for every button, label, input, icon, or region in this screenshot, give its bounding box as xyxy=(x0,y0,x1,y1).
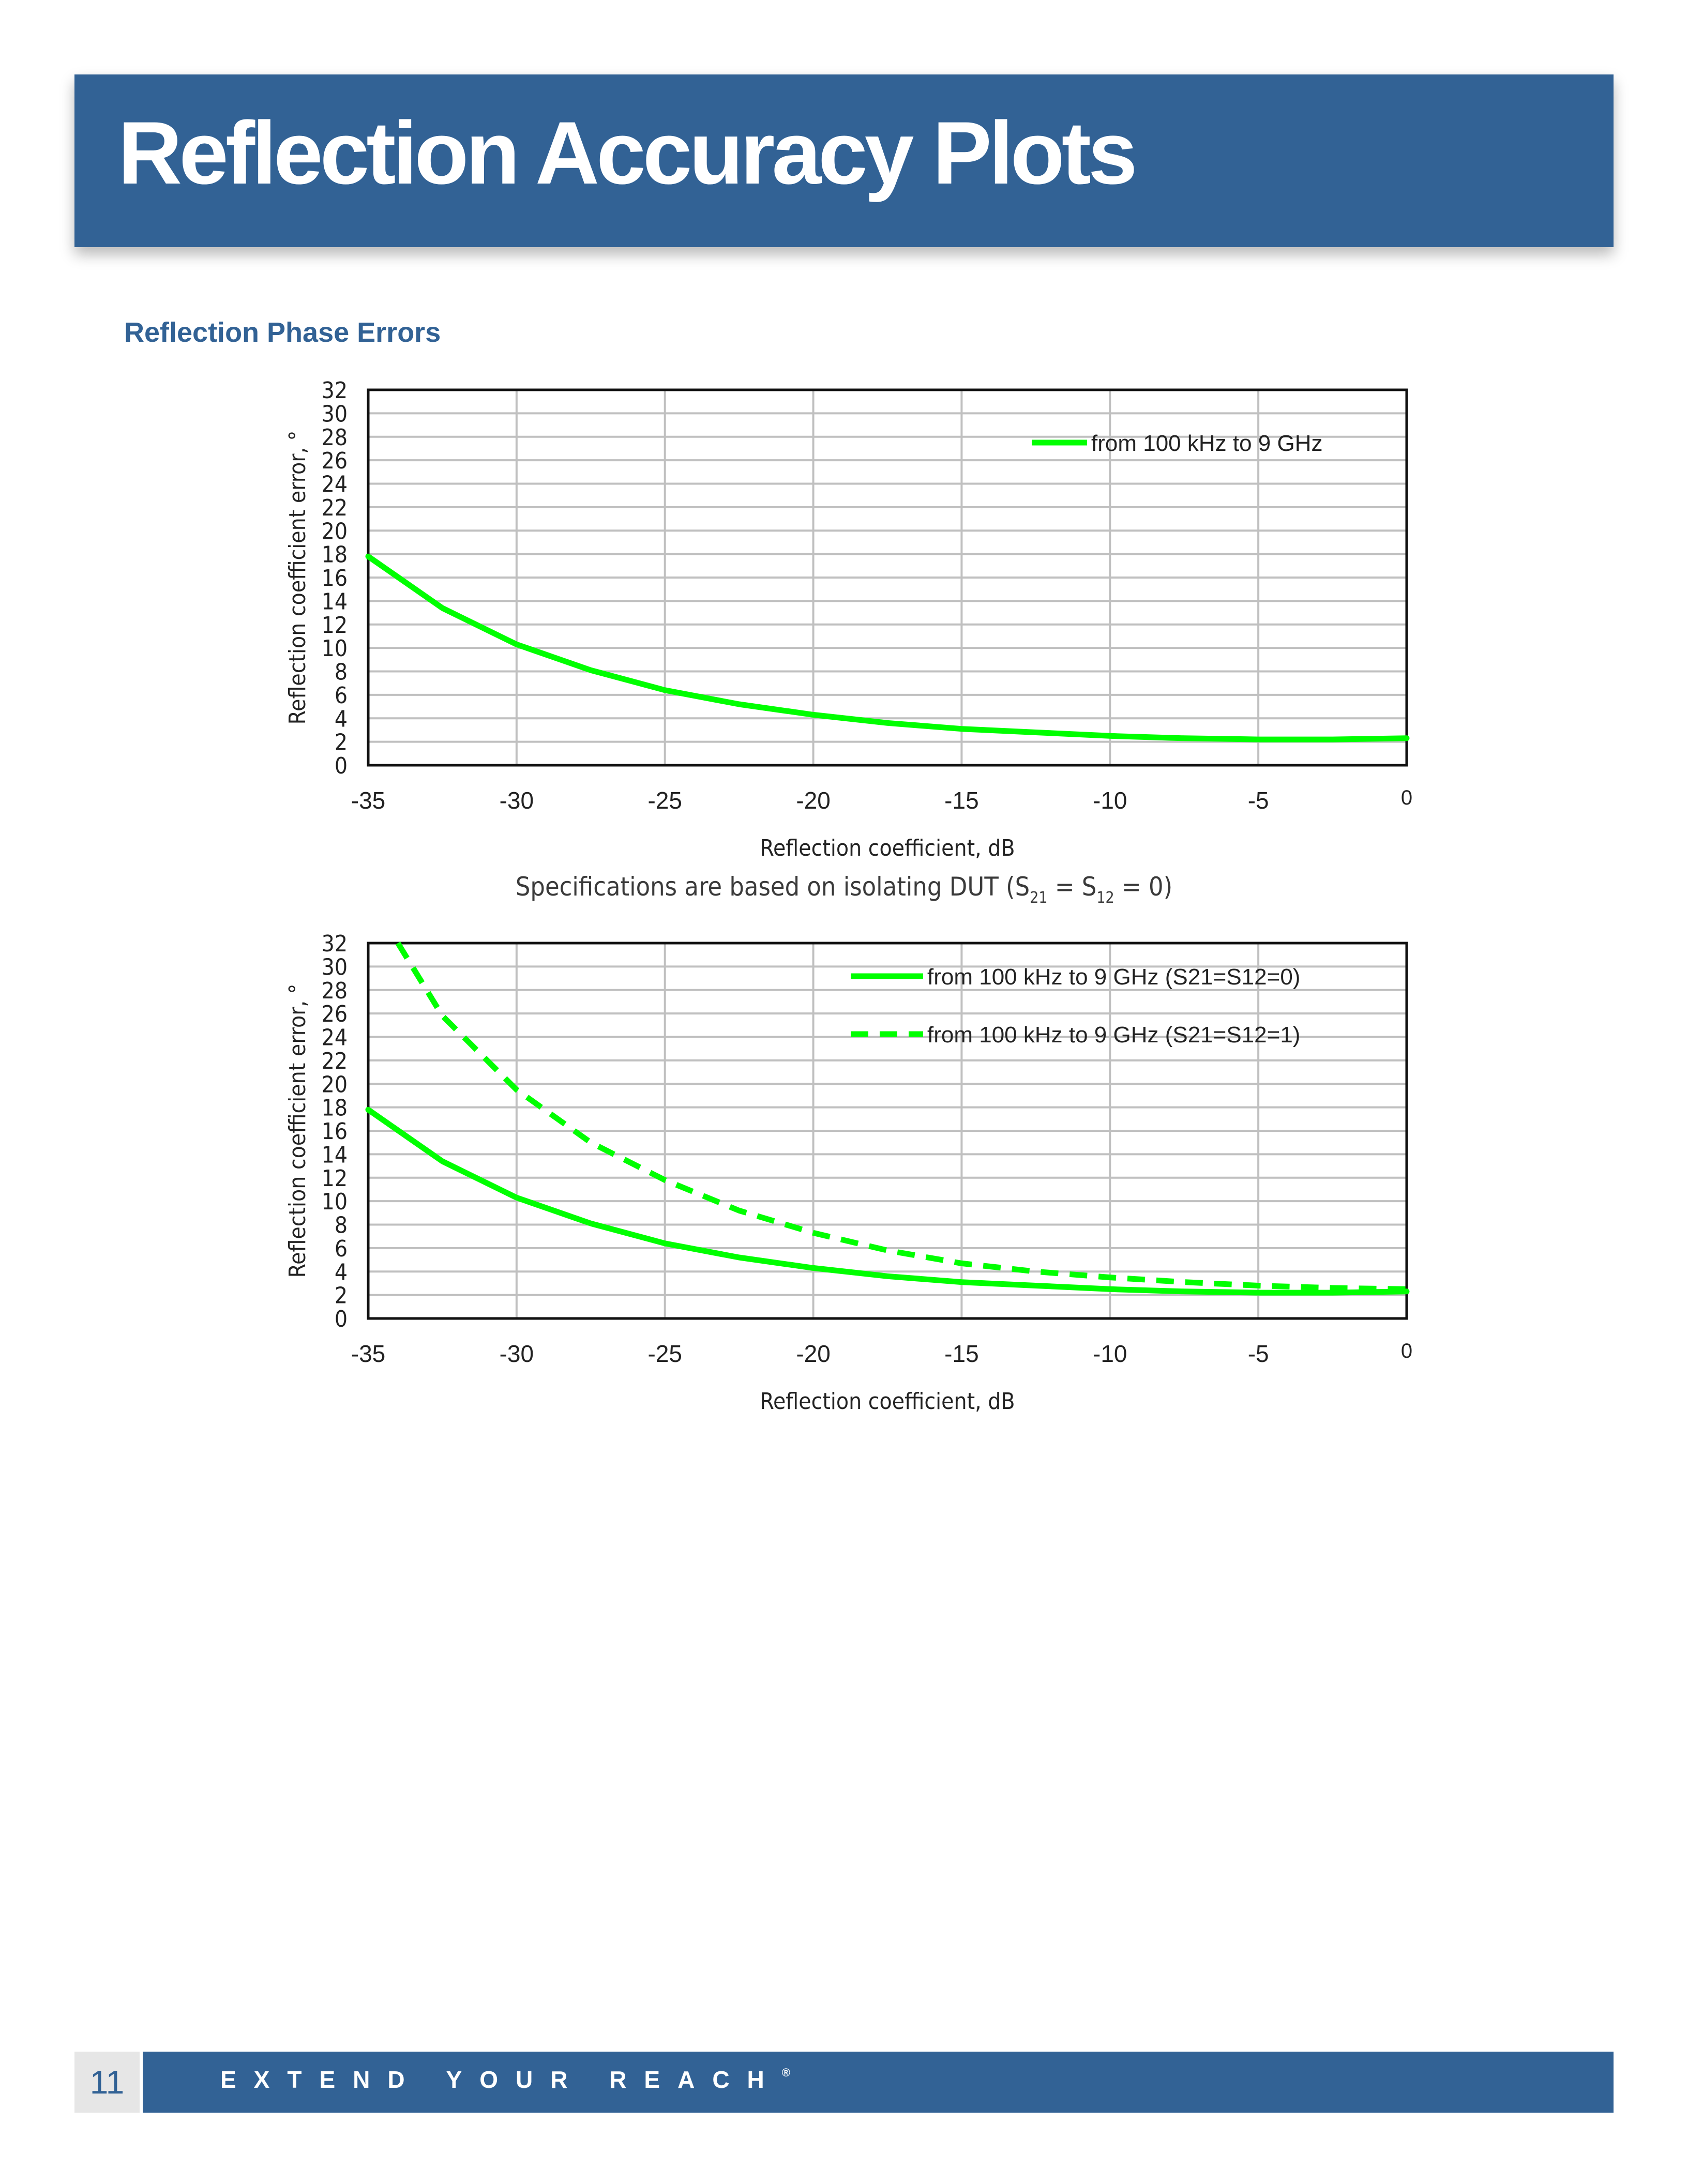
note-subscript-21: 21 xyxy=(1030,889,1048,907)
y-tick-label: 24 xyxy=(321,1024,348,1051)
y-tick-label: 16 xyxy=(321,565,348,592)
y-tick-label: 22 xyxy=(321,1048,348,1074)
y-tick-label: 26 xyxy=(321,448,348,475)
x-tick-label: 0 xyxy=(1400,1340,1413,1362)
x-tick-label: -5 xyxy=(1247,1340,1269,1367)
legend-label: from 100 kHz to 9 GHz xyxy=(1091,431,1323,456)
y-tick-label: 22 xyxy=(321,494,348,521)
x-tick-label: -30 xyxy=(499,1340,534,1367)
x-tick-label: 0 xyxy=(1400,786,1413,809)
x-tick-label: -20 xyxy=(796,1340,831,1367)
x-tick-label: -35 xyxy=(351,787,386,814)
y-tick-label: 6 xyxy=(334,682,348,709)
phase-error-chart-2 xyxy=(0,915,1688,1484)
x-tick-label: -15 xyxy=(944,787,979,814)
x-tick-label: -25 xyxy=(647,1340,682,1367)
y-axis-title: Reflection coefficient error, ° xyxy=(284,430,311,725)
y-tick-label: 18 xyxy=(321,541,348,568)
specification-note xyxy=(0,874,1688,906)
y-tick-label: 28 xyxy=(321,977,348,1004)
series-line xyxy=(398,943,1407,1289)
x-tick-label: -35 xyxy=(351,1340,386,1367)
y-tick-label: 4 xyxy=(334,706,348,733)
y-tick-label: 14 xyxy=(321,588,348,615)
x-tick-label: -30 xyxy=(499,787,534,814)
y-tick-label: 8 xyxy=(334,659,348,686)
x-axis-title: Reflection coefficient, dB xyxy=(760,1388,1015,1415)
x-tick-label: -5 xyxy=(1247,787,1269,814)
y-tick-label: 8 xyxy=(334,1212,348,1239)
phase-error-chart-1 xyxy=(0,362,1688,931)
y-tick-label: 18 xyxy=(321,1095,348,1121)
y-tick-label: 12 xyxy=(321,612,348,639)
footer-bar xyxy=(143,2052,1614,2113)
y-tick-label: 26 xyxy=(321,1001,348,1028)
y-tick-label: 12 xyxy=(321,1165,348,1192)
y-tick-label: 30 xyxy=(321,401,348,428)
y-tick-label: 32 xyxy=(321,931,348,957)
page-title: Reflection Accuracy Plots xyxy=(118,103,1135,203)
x-tick-label: -20 xyxy=(796,787,831,814)
registered-mark: ® xyxy=(781,2066,790,2079)
y-tick-label: 6 xyxy=(334,1235,348,1262)
y-tick-label: 4 xyxy=(334,1259,348,1286)
y-tick-label: 16 xyxy=(321,1118,348,1145)
footer-tagline-text: EXTEND YOUR REACH xyxy=(220,2066,782,2093)
note-subscript-12: 12 xyxy=(1096,889,1114,907)
y-tick-label: 24 xyxy=(321,471,348,498)
note-suffix: = 0) xyxy=(1114,872,1173,902)
page-number: 11 xyxy=(74,2052,140,2113)
x-tick-label: -10 xyxy=(1093,1340,1127,1367)
y-tick-label: 20 xyxy=(321,518,348,545)
y-tick-label: 28 xyxy=(321,424,348,451)
y-tick-label: 2 xyxy=(334,1282,348,1309)
x-axis-title: Reflection coefficient, dB xyxy=(760,835,1015,861)
note-middle: = S xyxy=(1047,872,1097,902)
x-tick-label: -25 xyxy=(647,787,682,814)
y-tick-label: 10 xyxy=(321,1189,348,1216)
y-tick-label: 30 xyxy=(321,954,348,981)
section-title: Reflection Phase Errors xyxy=(124,317,441,348)
legend-label: from 100 kHz to 9 GHz (S21=S12=0) xyxy=(927,964,1301,990)
y-tick-label: 14 xyxy=(321,1142,348,1169)
legend-label: from 100 kHz to 9 GHz (S21=S12=1) xyxy=(927,1022,1301,1048)
x-tick-label: -10 xyxy=(1093,787,1127,814)
y-tick-label: 0 xyxy=(334,753,348,779)
y-tick-label: 0 xyxy=(334,1306,348,1332)
y-tick-label: 2 xyxy=(334,729,348,756)
footer-tagline xyxy=(220,2067,790,2091)
y-tick-label: 10 xyxy=(321,635,348,662)
y-tick-label: 20 xyxy=(321,1071,348,1098)
y-axis-title: Reflection coefficient error, ° xyxy=(284,983,311,1278)
y-tick-label: 32 xyxy=(321,377,348,404)
note-prefix: Specifications are based on isolating DUT (S xyxy=(515,872,1030,902)
x-tick-label: -15 xyxy=(944,1340,979,1367)
